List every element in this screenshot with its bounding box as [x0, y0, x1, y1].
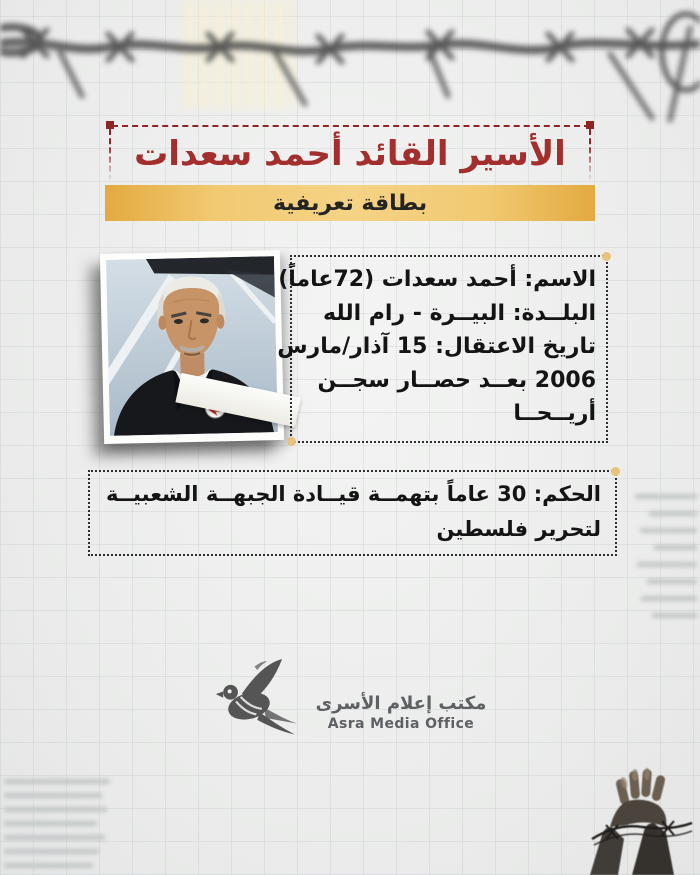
logo-names: [316, 693, 487, 732]
corner-dot: [611, 467, 620, 476]
sentence-line-2: لتحرير فلسطين: [436, 517, 601, 541]
page-title: الأسير القائد أحمد سعدات: [134, 134, 566, 174]
identity-info-box: [277, 255, 608, 443]
info-line-name: الاسم: أحمد سعدات (72عاماً): [278, 267, 596, 292]
chained-hands-icon: [566, 735, 700, 875]
dove-logo-icon: [214, 655, 306, 747]
faint-text-left: [4, 770, 110, 875]
prisoner-photo: [100, 250, 284, 444]
corner-dot: [287, 437, 296, 446]
subtitle-banner: بطاقة تعريفية: [105, 185, 595, 221]
faint-text-right: [635, 482, 697, 630]
sentence-line-1: الحكم: 30 عاماً بتهمــة قيــادة الجبهــة الشعبيــة: [105, 482, 601, 506]
info-line-arrest-date-3: أريــحــا: [513, 401, 596, 426]
frame-dashed-line: [112, 125, 590, 127]
corner-dot: [602, 252, 611, 261]
sentence-info-box: [88, 470, 617, 556]
org-name-english: Asra Media Office: [327, 715, 475, 732]
barbed-wire-icon: [0, 0, 700, 130]
media-office-logo: [0, 655, 700, 747]
info-line-town: البلــدة: البيــرة - رام الله: [323, 300, 596, 326]
info-line-arrest-date: تاريخ الاعتقال: 15 آذار/مارس: [277, 334, 596, 359]
org-name-arabic: مكتب إعلام الأسرى: [315, 692, 487, 714]
info-line-arrest-date-2: 2006 بعــد حصــار سجــن: [317, 367, 596, 393]
